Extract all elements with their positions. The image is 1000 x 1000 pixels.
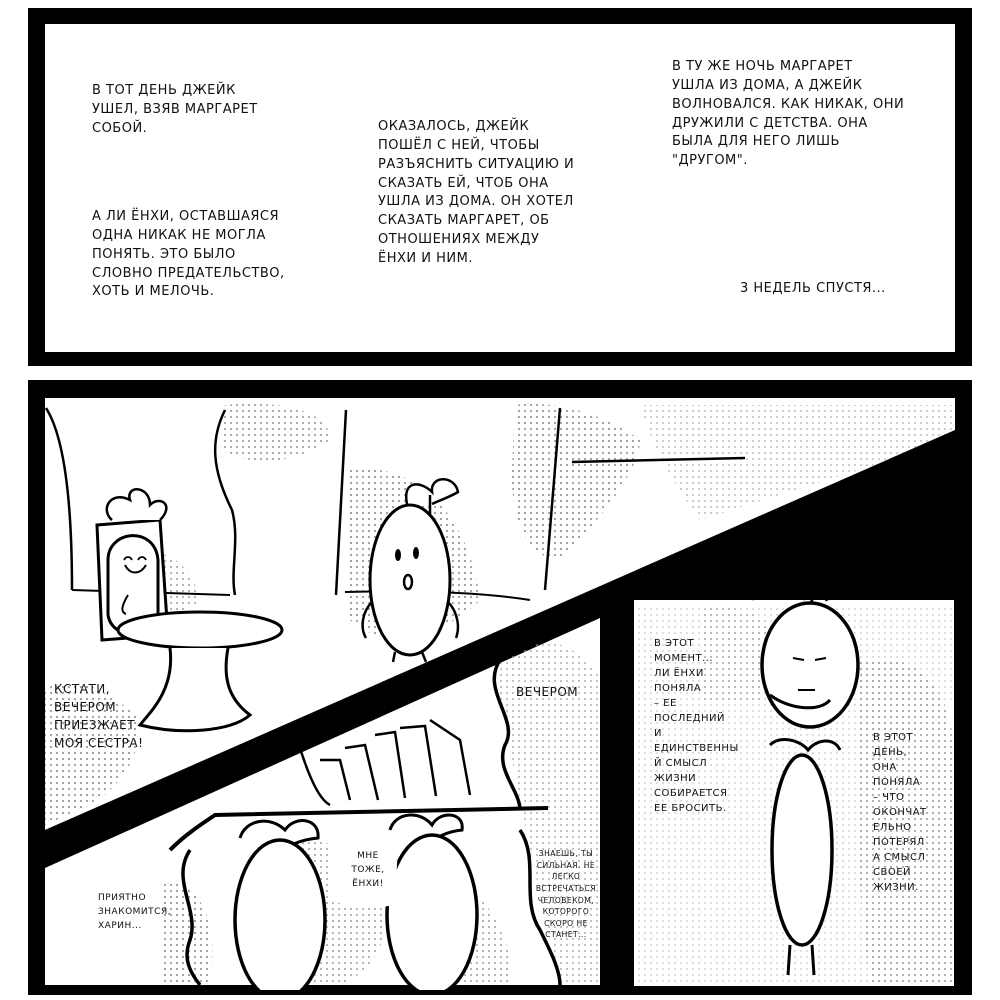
speech-bubble-sister: КСТАТИ, ВЕЧЕРОМ ПРИЕЗЖАЕТ МОЯ СЕСТРА! (54, 682, 144, 750)
narration-lost-meaning: В ЭТОТ ДЕНЬ, ОНА ПОНЯЛА – ЧТО ОКОНЧАТ ЕЛЬНО ПОТЕРЯЛ А СМЫСЛ СВОЕЙ ЖИЗНИ. (873, 732, 927, 893)
speech-bubble-harin-strong: ЗНАЕШЬ, ТЫ СИЛЬНАЯ. НЕ ЛЕГКО ВСТРЕЧАТЬСЯ ЧЕЛОВЕКОМ, КОТОРОГО СКОРО НЕ СТАНЕТ... (535, 849, 597, 940)
time-skip-caption: 3 НЕДЕЛЬ СПУСТЯ... (740, 281, 886, 296)
narration-moment: В ЭТОТ МОМЕНТ... ЛИ ЁНХИ ПОНЯЛА – ЕЕ ПОСЛЕДНИЙ И ЕДИНСТВЕННЫ Й СМЫСЛ ЖИЗНИ СОБИРАЕТСЯ ЕЕ БРОСИТЬ. (654, 638, 739, 814)
narration-yonhi-alone: А ЛИ ЁНХИ, ОСТАВШАЯСЯ ОДНА НИКАК НЕ МОГЛА ПОНЯТЬ. ЭТО БЫЛО СЛОВНО ПРЕДАТЕЛЬСТВО, ХОТЬ И МЕЛОЧЬ. (92, 209, 285, 300)
character-seated (107, 489, 167, 633)
caption-evening: ВЕЧЕРОМ (516, 685, 579, 699)
narration-explanation: ОКАЗАЛОСЬ, ДЖЕЙК ПОШЁЛ С НЕЙ, ЧТОБЫ РАЗЪЯСНИТЬ СИТУАЦИЮ И СКАЗАТЬ ЕЙ, ЧТОБ ОНА УШЛА ИЗ ДОМА. ОН ХОТЕЛ СКАЗАТЬ МАРГАРЕТ, ОБ ОТНОШЕНИЯХ МЕЖДУ ЁНХИ И НИМ. (378, 119, 575, 266)
speech-bubble-yonhi: МНЕ ТОЖЕ, ЁНХИ! (351, 851, 385, 889)
narration-jake-left: В ТОТ ДЕНЬ ДЖЕЙК УШЕЛ, ВЗЯВ МАРГАРЕТ СОБОЙ. (92, 83, 258, 136)
speech-bubble-harin: ПРИЯТНО ЗНАКОМИТСЯ, ХАРИН... (98, 893, 172, 931)
narration-margaret-left: В ТУ ЖЕ НОЧЬ МАРГАРЕТ УШЛА ИЗ ДОМА, А ДЖЕЙК ВОЛНОВАЛСЯ. КАК НИКАК, ОНИ ДРУЖИЛИ С ДЕТСТВА. ОНА БЫЛА ДЛЯ НЕГО ЛИШЬ "ДРУГОМ". (672, 59, 905, 169)
